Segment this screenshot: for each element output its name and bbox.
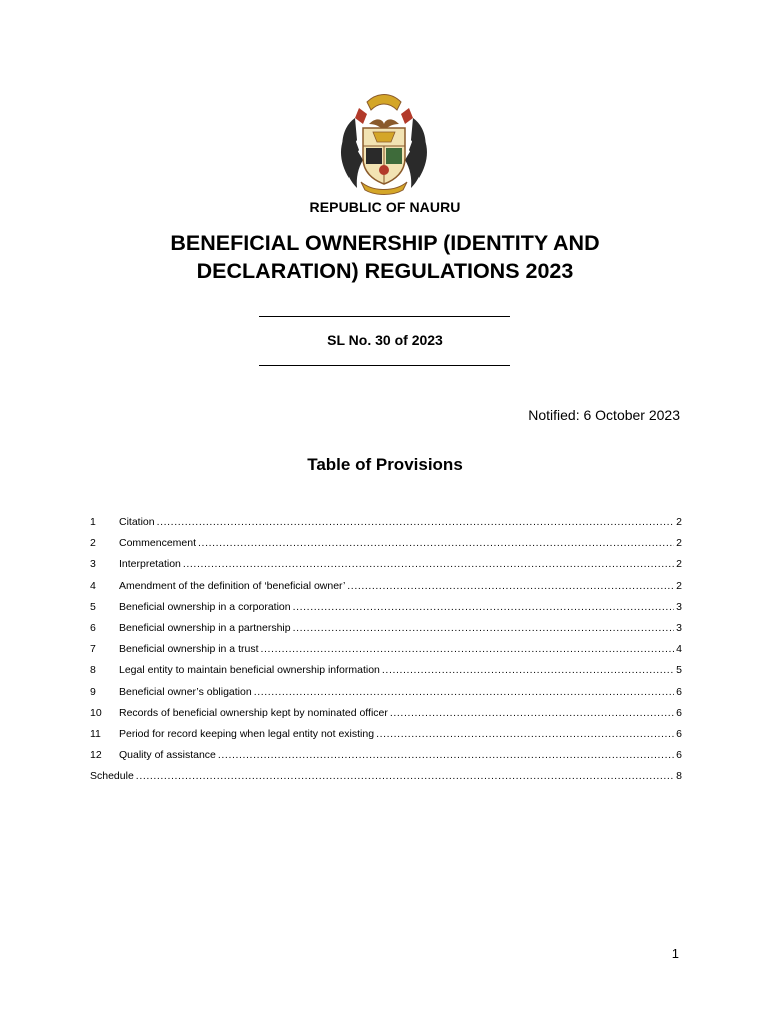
toc-entry-number: 10 [90, 706, 102, 719]
toc-entry-title: Beneficial owner’s obligation [119, 685, 252, 698]
document-title-line-2: DECLARATION) REGULATIONS 2023 [196, 259, 574, 283]
toc-leader-dots [293, 622, 675, 634]
toc-heading: Table of Provisions [307, 455, 463, 474]
toc-entry-page: 5 [676, 664, 682, 677]
toc-entry-number: 11 [90, 727, 101, 740]
toc-entry[interactable] [90, 728, 682, 749]
toc-leader-dots [157, 516, 675, 528]
toc-entry-title: Citation [119, 516, 155, 528]
toc-entry-page: 6 [676, 685, 682, 698]
toc-entry-page: 2 [676, 579, 682, 592]
coat-of-arms-icon [333, 88, 435, 198]
toc-entry-number: 6 [90, 621, 96, 634]
toc-entry-page: 2 [676, 516, 682, 528]
toc-entry-number: 1 [90, 516, 96, 528]
toc-entry-title: Period for record keeping when legal entity not existing [119, 727, 375, 740]
toc-entry-page: 6 [676, 727, 682, 740]
toc-entry-page: 8 [676, 770, 682, 783]
toc-entry-title: Legal entity to maintain beneficial ownership information [119, 664, 380, 677]
toc-entry[interactable] [90, 707, 682, 728]
toc-leader-dots [390, 707, 674, 719]
toc-entry-title: Beneficial ownership in a corporation [119, 600, 291, 613]
toc-entry-title: Schedule [90, 770, 134, 783]
toc-leader-dots [136, 770, 674, 782]
toc-leader-dots [218, 749, 674, 761]
sl-number: SL No. 30 of 2023 [327, 332, 443, 348]
toc-entry-page: 2 [676, 537, 682, 550]
toc-entry[interactable] [90, 537, 682, 558]
document-title-line-1: BENEFICIAL OWNERSHIP (IDENTITY AND [170, 231, 600, 255]
toc-leader-dots [198, 537, 674, 549]
toc-entry-page: 3 [676, 600, 682, 613]
toc-entry-number: 3 [90, 558, 96, 571]
toc-entry-number: 12 [90, 749, 102, 762]
toc-entry-number: 7 [90, 643, 96, 656]
toc-leader-dots [293, 601, 675, 613]
toc-leader-dots [254, 686, 674, 698]
toc-entry-number: 8 [90, 664, 96, 677]
toc-entry[interactable] [90, 664, 682, 685]
table-of-provisions [90, 516, 682, 791]
toc-entry-title: Commencement [119, 537, 197, 550]
toc-leader-dots [376, 728, 674, 740]
toc-entry[interactable] [90, 749, 682, 770]
toc-entry[interactable] [90, 601, 682, 622]
notified-date: Notified: 6 October 2023 [528, 407, 680, 423]
toc-entry[interactable] [90, 622, 682, 643]
document-title [120, 229, 650, 285]
toc-entry-number: 4 [90, 579, 96, 592]
toc-entry-page: 6 [676, 749, 682, 762]
toc-entry-number: 5 [90, 600, 96, 613]
toc-entry-schedule[interactable] [90, 770, 682, 791]
country-name: REPUBLIC OF NAURU [309, 199, 461, 215]
toc-leader-dots [382, 664, 674, 676]
divider-top [259, 316, 510, 317]
toc-entry-page: 6 [676, 706, 682, 719]
toc-entry[interactable] [90, 686, 682, 707]
toc-entry-title: Amendment of the definition of ‘beneficial owner’ [119, 579, 346, 592]
toc-entry-number: 9 [90, 685, 96, 698]
toc-leader-dots [347, 580, 674, 592]
toc-entry-title: Quality of assistance [119, 749, 216, 762]
toc-leader-dots [183, 558, 674, 570]
toc-entry-page: 4 [676, 643, 682, 656]
toc-entry[interactable] [90, 643, 682, 664]
toc-entry[interactable] [90, 580, 682, 601]
page-number: 1 [671, 946, 679, 961]
toc-entry-number: 2 [90, 537, 96, 550]
toc-entry[interactable] [90, 516, 682, 537]
toc-entry-title: Beneficial ownership in a partnership [119, 621, 291, 634]
divider-bottom [259, 365, 510, 366]
toc-entry[interactable] [90, 558, 682, 579]
toc-entry-page: 2 [676, 558, 682, 571]
toc-entry-title: Interpretation [119, 558, 181, 571]
toc-leader-dots [261, 643, 675, 655]
toc-entry-title: Records of beneficial ownership kept by nominated officer [119, 706, 388, 719]
toc-entry-title: Beneficial ownership in a trust [119, 643, 259, 656]
toc-entry-page: 3 [676, 621, 682, 634]
